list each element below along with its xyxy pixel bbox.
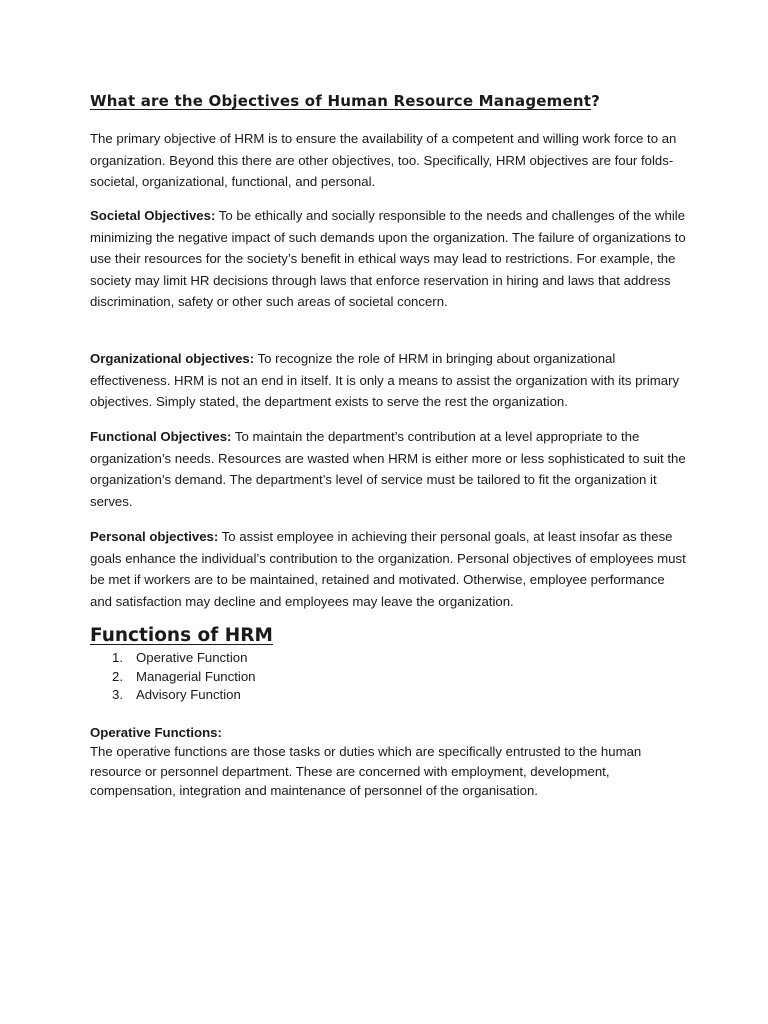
list-item-label: Operative Function (136, 650, 248, 665)
organizational-objectives-text: To recognize the role of HRM in bringing about organizational effectiveness. HRM is not an end in itself. It is only a means to assist the organization with its primary objectives. Simply stated, the department exists to serve the rest the organization. (90, 351, 680, 410)
functions-heading: Functions of HRM (90, 625, 273, 646)
functional-objectives-paragraph (90, 426, 690, 512)
list-item-number: 3. (112, 687, 123, 703)
document-title (90, 92, 690, 110)
document-title-question-mark: ? (591, 92, 600, 110)
list-item-label: Managerial Function (136, 668, 256, 684)
personal-objectives-text: To assist employee in achieving their personal goals, at least insofar as these goals enhance the individual’s contribution to the organization. Personal objectives of employees must be met if workers are to be maintained, retained and motivated. Otherwise, employee performance and satisfaction may decline and employees may leave the organization. (90, 529, 686, 609)
list-item-label: Advisory Function (136, 687, 241, 703)
intro-paragraph: The primary objective of HRM is to ensure the availability of a competent and willing work force to an organization. Beyond this there are other objectives, too. Specifically, HRM objectives are four folds- societal, organizational, functional, and personal. (90, 131, 677, 190)
list-item-number: 2. (112, 668, 123, 684)
societal-objectives-label: Societal Objectives: (90, 208, 216, 223)
list-item (90, 668, 690, 687)
operative-functions-paragraph: The operative functions are those tasks or duties which are specifically entrusted to the human resource or personnel department. These are concerned with employment, development, compensation, integration and maintenance of personnel of the organisation. (90, 744, 642, 798)
personal-objectives-paragraph (90, 526, 690, 612)
personal-objectives-label: Personal objectives: (90, 529, 219, 544)
operative-functions-heading: Operative Functions: (90, 725, 222, 740)
societal-objectives-text: To be ethically and socially responsible to the needs and challenges of the while minimizing the negative impact of such demands upon the organization. The failure of organizations to use their resources for the society’s benefit in ethical ways may lead to restrictions. For example, the society may limit HR decisions through laws that enforce reservation in hiring and laws that address discrimination, safety or other such areas of societal concern. (90, 208, 686, 310)
document-title-text: What are the Objectives of Human Resource Management (90, 92, 592, 110)
list-item (90, 686, 690, 705)
list-item (90, 649, 690, 668)
functions-list (90, 649, 690, 705)
organizational-objectives-paragraph (90, 348, 690, 413)
list-item-number: 1. (112, 650, 123, 665)
functional-objectives-text: To maintain the department’s contribution at a level appropriate to the organization’s needs. Resources are wasted when HRM is either more or less sophisticated to suit the organization’s demand. The department’s level of service must be tailored to fit the organization it serves. (90, 429, 686, 509)
societal-objectives-paragraph (90, 205, 690, 313)
organizational-objectives-label: Organizational objectives: (90, 351, 255, 366)
functional-objectives-label: Functional Objectives: (90, 429, 232, 444)
